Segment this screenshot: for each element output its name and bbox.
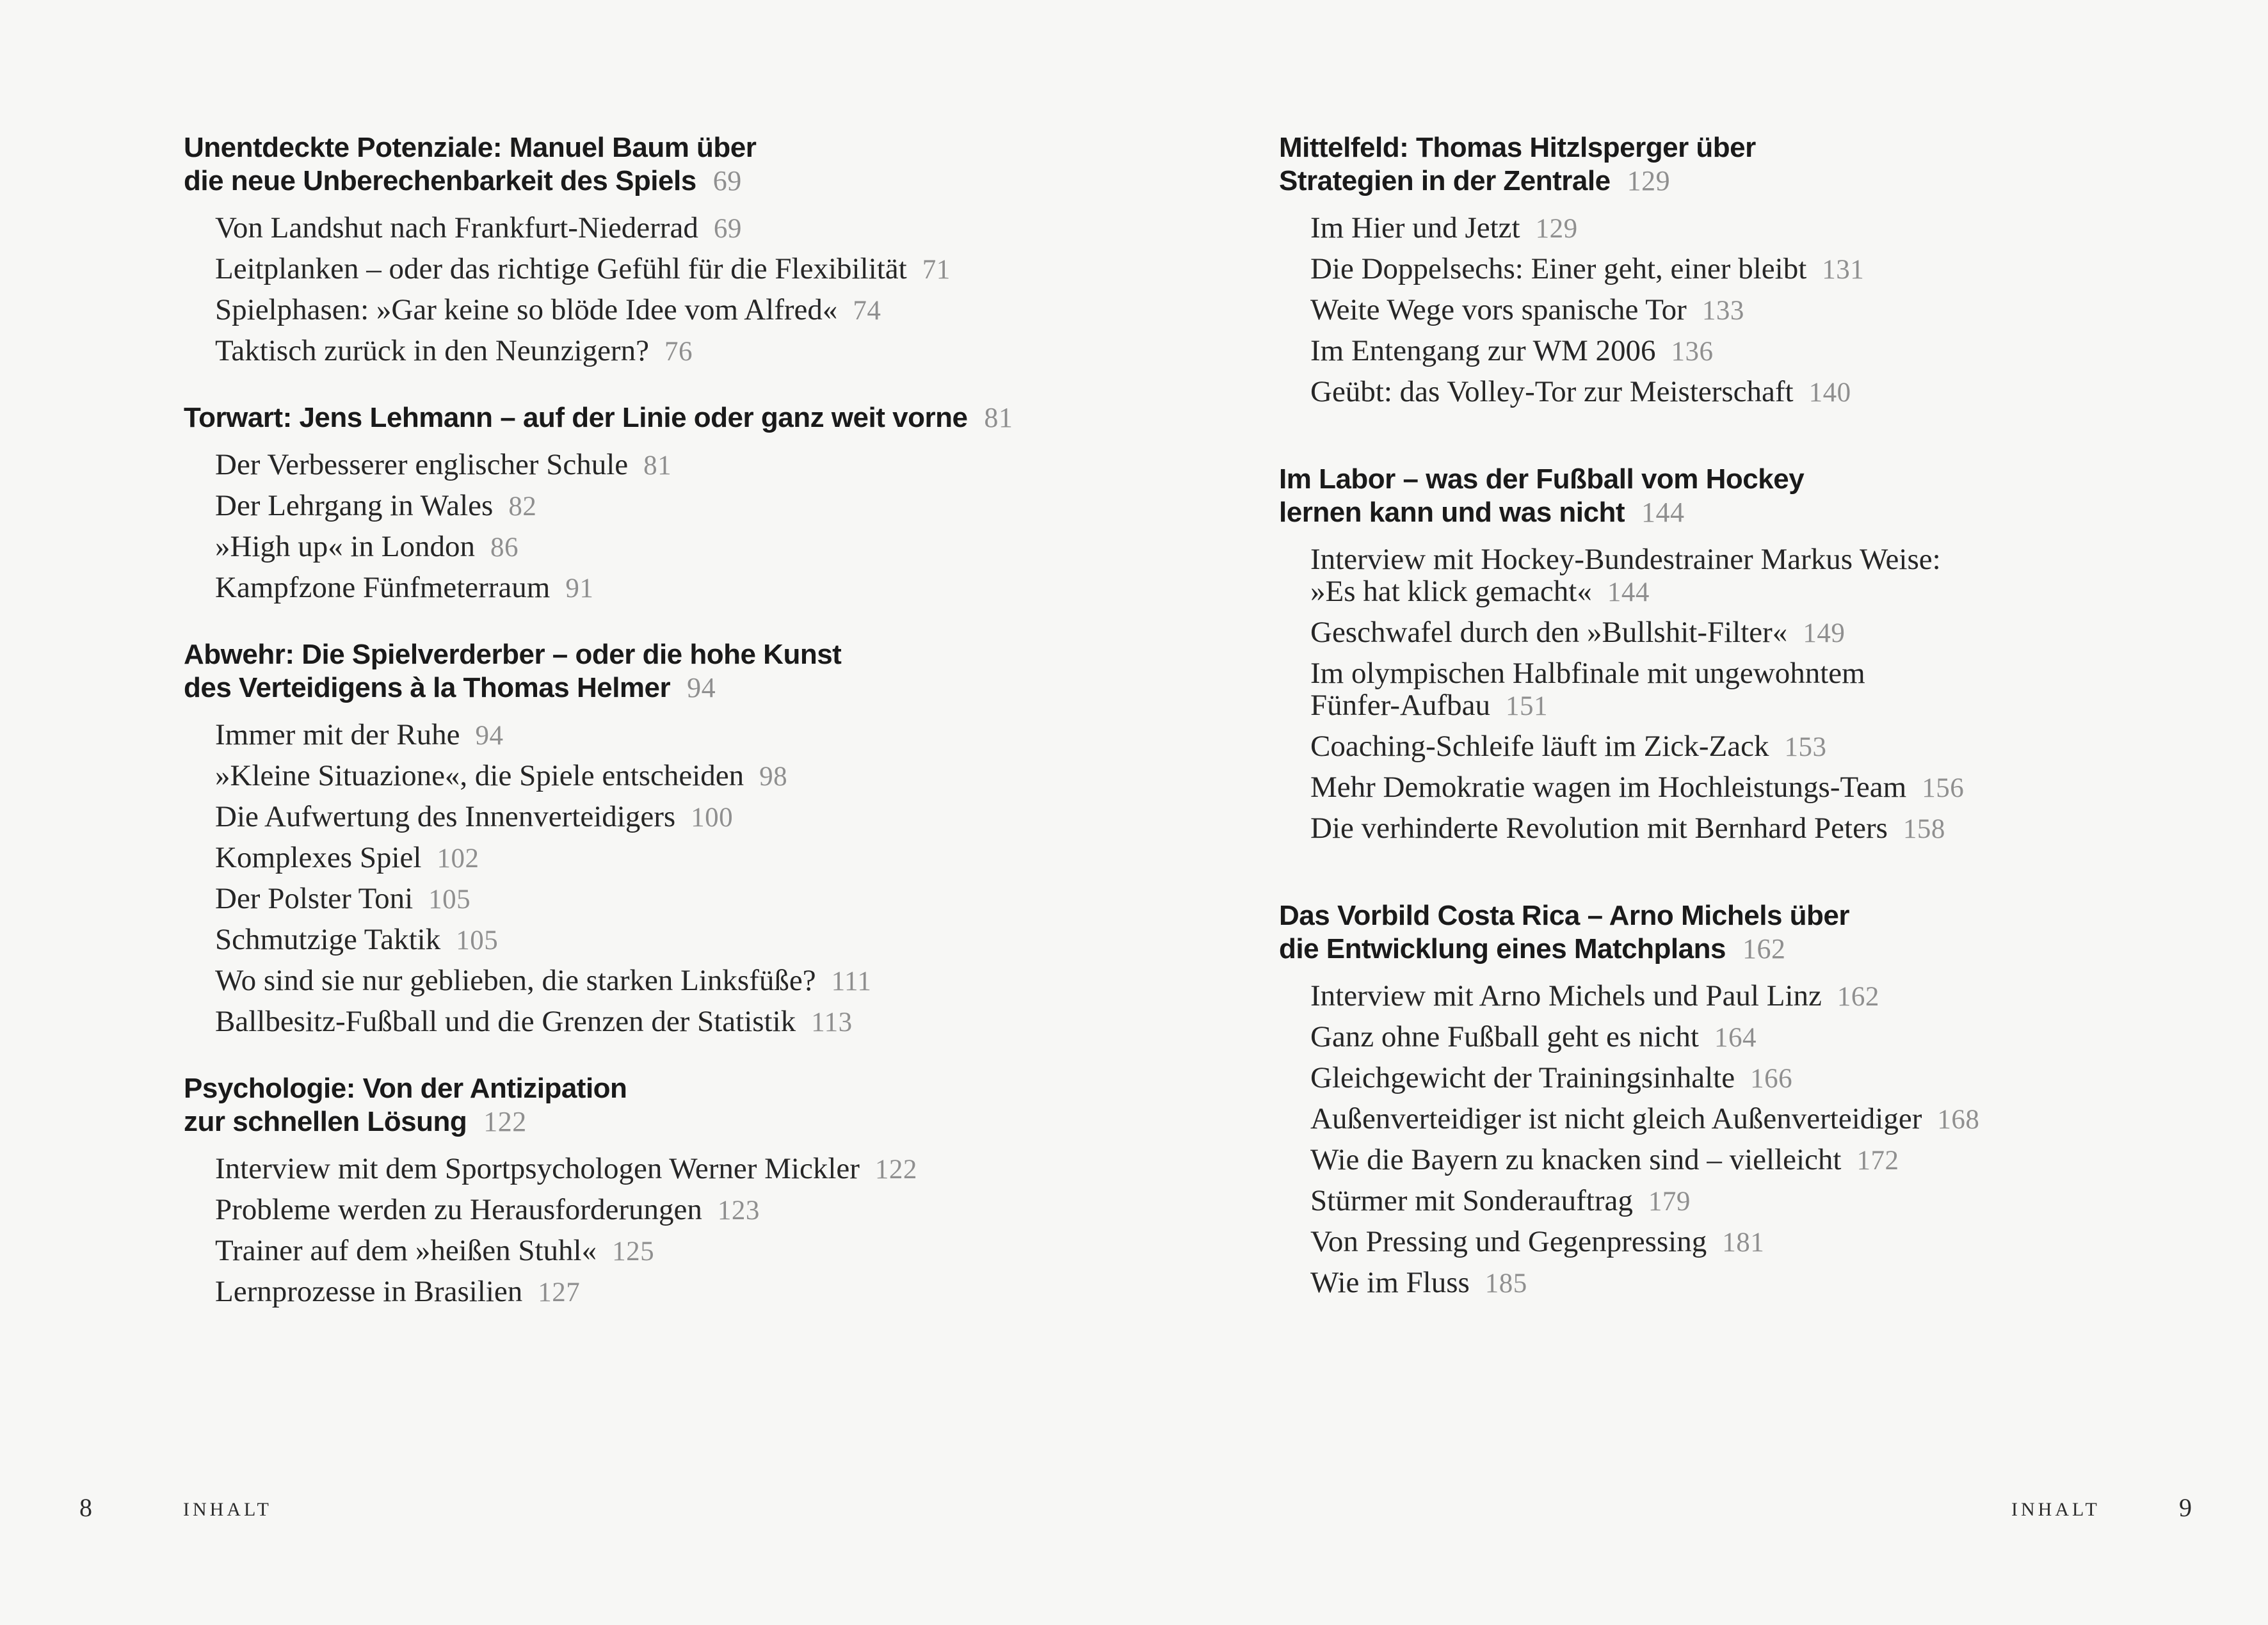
toc-item-page-number: 71 [922, 255, 951, 285]
toc-item [215, 801, 1144, 834]
toc-item [1310, 812, 2239, 845]
toc-item-page-number: 153 [1784, 732, 1827, 762]
section-page-number: 69 [712, 165, 742, 196]
toc-item-line: Interview mit Hockey-Bundestrainer Markus Weise: [1310, 543, 1941, 576]
toc-item-line: Interview mit Arno Michels und Paul Linz 162 [1310, 979, 1879, 1013]
toc-item-page-number: 74 [853, 296, 881, 326]
section-page-number: 94 [687, 672, 716, 703]
section-heading [184, 1072, 1144, 1139]
toc-item-page-number: 131 [1822, 255, 1865, 285]
toc-item [1310, 616, 2239, 650]
toc-item [1310, 376, 2239, 409]
toc-item-line: Im Hier und Jetzt 129 [1310, 211, 1578, 244]
section-items [215, 1153, 1144, 1309]
toc-item-page-number: 158 [1902, 814, 1945, 844]
section-heading-line: die Entwicklung eines Matchplans 162 [1279, 933, 1786, 965]
toc-item-page-number: 162 [1837, 982, 1879, 1012]
toc-item-page-number: 144 [1607, 577, 1650, 607]
toc-item [1310, 1021, 2239, 1054]
toc-item-line: Trainer auf dem »heißen Stuhl« 125 [215, 1234, 655, 1267]
toc-item-line: »Kleine Situazione«, die Spiele entscheiden 98 [215, 759, 788, 792]
section-heading-line: die neue Unberechenbarkeit des Spiels 69 [184, 165, 742, 196]
toc-item-line: Von Pressing und Gegenpressing 181 [1310, 1225, 1765, 1258]
toc-item-line: Immer mit der Ruhe 94 [215, 718, 504, 751]
toc-item [215, 965, 1144, 998]
toc-item-page-number: 172 [1856, 1146, 1899, 1176]
toc-item [1310, 730, 2239, 764]
toc-item [215, 490, 1144, 523]
toc-item-page-number: 69 [713, 214, 742, 244]
toc-item-line: Schmutzige Taktik 105 [215, 923, 499, 956]
toc-item [1310, 771, 2239, 804]
toc-item-page-number: 140 [1808, 378, 1851, 408]
toc-item-line: Coaching-Schleife läuft im Zick-Zack 153 [1310, 730, 1827, 763]
toc-item [1310, 1185, 2239, 1218]
toc-item [215, 883, 1144, 916]
toc-item-page-number: 164 [1714, 1023, 1757, 1053]
section-heading-line: Das Vorbild Costa Rica – Arno Michels über [1279, 900, 1849, 931]
toc-item-line: Die Aufwertung des Innenverteidigers 100 [215, 800, 734, 833]
section-heading [184, 638, 1144, 705]
toc-item-page-number: 123 [717, 1196, 760, 1226]
section-items [215, 449, 1144, 605]
toc-item-line: Interview mit dem Sportpsychologen Werner Mickler 122 [215, 1152, 917, 1185]
toc-item-line: Wie im Fluss 185 [1310, 1266, 1527, 1299]
toc-item-line: Fünfer-Aufbau 151 [1310, 689, 1548, 722]
toc-item-line: Der Lehrgang in Wales 82 [215, 489, 537, 522]
toc-section [184, 131, 1144, 368]
toc-item-line: Die verhinderte Revolution mit Bernhard Peters 158 [1310, 812, 1945, 845]
toc-item-line: Ballbesitz-Fußball und die Grenzen der Statistik 113 [215, 1005, 853, 1038]
toc-item-line: Geschwafel durch den »Bullshit-Filter« 149 [1310, 616, 1846, 649]
toc-item-line: Lernprozesse in Brasilien 127 [215, 1275, 581, 1308]
toc-item-page-number: 168 [1937, 1105, 1980, 1135]
toc-item [215, 1005, 1144, 1039]
toc-item [1310, 1226, 2239, 1259]
toc-item-page-number: 81 [643, 451, 672, 481]
toc-item-page-number: 149 [1803, 618, 1846, 648]
toc-item-page-number: 133 [1701, 296, 1744, 326]
toc-item-line: Wo sind sie nur geblieben, die starken Linksfüße? 111 [215, 964, 872, 997]
section-page-number: 81 [984, 402, 1013, 433]
toc-section [1279, 463, 2239, 845]
toc-item-page-number: 185 [1484, 1269, 1527, 1299]
toc-item-page-number: 98 [759, 762, 788, 792]
section-heading-line: Mittelfeld: Thomas Hitzlsperger über [1279, 132, 1756, 163]
toc-item [215, 1153, 1144, 1186]
section-page-number: 144 [1641, 497, 1685, 528]
toc-item-page-number: 82 [508, 492, 537, 522]
toc-item-line: »Es hat klick gemacht« 144 [1310, 575, 1650, 608]
toc-item-page-number: 102 [437, 844, 479, 874]
toc-section [184, 1072, 1144, 1309]
section-items [1310, 543, 2239, 845]
toc-item [215, 212, 1144, 245]
running-title-right: INHALT [2011, 1499, 2100, 1520]
section-heading-line: des Verteidigens à la Thomas Helmer 94 [184, 672, 716, 703]
toc-item-line: Gleichgewicht der Trainingsinhalte 166 [1310, 1061, 1793, 1094]
toc-item [215, 335, 1144, 368]
toc-item [1310, 980, 2239, 1013]
toc-item-line: Von Landshut nach Frankfurt-Niederrad 69 [215, 211, 742, 244]
toc-item [1310, 1062, 2239, 1095]
toc-item [215, 253, 1144, 286]
toc-item-line: Im olympischen Halbfinale mit ungewohntem [1310, 657, 1865, 690]
toc-item [1310, 335, 2239, 368]
toc-item-page-number: 86 [490, 532, 519, 563]
toc-item-page-number: 129 [1535, 214, 1578, 244]
toc-item-line: Wie die Bayern zu knacken sind – vielleicht 172 [1310, 1143, 1899, 1176]
section-heading [1279, 463, 2239, 529]
section-heading-line: Torwart: Jens Lehmann – auf der Linie oder ganz weit vorne 81 [184, 402, 1013, 433]
toc-item-page-number: 100 [691, 803, 734, 833]
toc-section [1279, 131, 2239, 409]
toc-column-right [1279, 131, 2239, 1354]
toc-item [215, 294, 1144, 327]
toc-item [215, 719, 1144, 752]
toc-item-line: Geübt: das Volley-Tor zur Meisterschaft 140 [1310, 375, 1851, 408]
toc-item [215, 449, 1144, 482]
toc-item-page-number: 91 [565, 573, 594, 604]
toc-item-page-number: 122 [874, 1155, 917, 1185]
toc-item-page-number: 105 [456, 925, 499, 956]
section-heading [184, 131, 1144, 198]
section-items [215, 719, 1144, 1039]
toc-item-line: Kampfzone Fünfmeterraum 91 [215, 571, 594, 604]
toc-item [1310, 1267, 2239, 1300]
toc-item [215, 842, 1144, 875]
toc-item-page-number: 125 [612, 1237, 655, 1267]
section-heading-line: Im Labor – was der Fußball vom Hockey [1279, 463, 1805, 495]
toc-item [1310, 657, 2239, 723]
toc-item-line: Taktisch zurück in den Neunzigern? 76 [215, 334, 693, 367]
toc-item-line: Im Entengang zur WM 2006 136 [1310, 334, 1714, 367]
toc-column-left [184, 131, 1144, 1342]
toc-item-line: Der Verbesserer englischer Schule 81 [215, 448, 672, 481]
section-heading [1279, 131, 2239, 198]
toc-item [1310, 543, 2239, 609]
toc-item-page-number: 136 [1671, 337, 1714, 367]
toc-item [215, 924, 1144, 957]
toc-item [215, 572, 1144, 605]
toc-item-line: Außenverteidiger ist nicht gleich Außenverteidiger 168 [1310, 1102, 1980, 1135]
toc-item-line: Leitplanken – oder das richtige Gefühl für die Flexibilität 71 [215, 252, 951, 285]
toc-item [215, 1235, 1144, 1268]
running-title-left: INHALT [183, 1499, 272, 1520]
page-number-right: 9 [2179, 1493, 2192, 1522]
section-heading-line: Strategien in der Zentrale 129 [1279, 165, 1671, 196]
section-heading-line: Abwehr: Die Spielverderber – oder die hohe Kunst [184, 639, 842, 670]
section-items [1310, 980, 2239, 1300]
toc-item [1310, 1144, 2239, 1177]
toc-item-line: Ganz ohne Fußball geht es nicht 164 [1310, 1020, 1757, 1053]
toc-item-page-number: 127 [538, 1277, 581, 1308]
toc-item [1310, 294, 2239, 327]
toc-item [215, 760, 1144, 793]
toc-item-line: »High up« in London 86 [215, 530, 519, 563]
toc-item [1310, 212, 2239, 245]
toc-item [215, 1276, 1144, 1309]
section-heading-line: Psychologie: Von der Antizipation [184, 1073, 627, 1104]
toc-item-line: Mehr Demokratie wagen im Hochleistungs-Team 156 [1310, 771, 1965, 804]
toc-section [184, 638, 1144, 1039]
toc-item [1310, 253, 2239, 286]
toc-item-line: Spielphasen: »Gar keine so blöde Idee vom Alfred« 74 [215, 293, 881, 326]
toc-item-page-number: 156 [1922, 773, 1965, 803]
toc-item-page-number: 113 [811, 1007, 853, 1037]
section-items [215, 212, 1144, 368]
section-heading-line: Unentdeckte Potenziale: Manuel Baum über [184, 132, 757, 163]
toc-item-page-number: 179 [1648, 1187, 1691, 1217]
toc-item-line: Die Doppelsechs: Einer geht, einer bleibt 131 [1310, 252, 1865, 285]
section-page-number: 129 [1627, 165, 1671, 196]
section-heading-line: zur schnellen Lösung 122 [184, 1106, 527, 1137]
section-page-number: 122 [483, 1106, 527, 1137]
toc-item-page-number: 151 [1505, 691, 1548, 721]
toc-item [1310, 1103, 2239, 1136]
toc-item-line: Weite Wege vors spanische Tor 133 [1310, 293, 1744, 326]
toc-item-line: Stürmer mit Sonderauftrag 179 [1310, 1184, 1691, 1217]
toc-item-page-number: 166 [1750, 1064, 1793, 1094]
page-number-left: 8 [79, 1493, 92, 1522]
toc-item-line: Probleme werden zu Herausforderungen 123 [215, 1193, 760, 1226]
toc-item-page-number: 111 [831, 966, 872, 997]
toc-item-page-number: 105 [428, 885, 471, 915]
toc-item-page-number: 181 [1722, 1228, 1765, 1258]
section-page-number: 162 [1742, 933, 1786, 965]
toc-item-line: Der Polster Toni 105 [215, 882, 471, 915]
section-items [1310, 212, 2239, 409]
section-heading [1279, 899, 2239, 966]
toc-item [215, 531, 1144, 564]
toc-item-page-number: 76 [664, 337, 693, 367]
toc-item-page-number: 94 [475, 721, 504, 751]
toc-item-line: Komplexes Spiel 102 [215, 841, 479, 874]
toc-section [184, 401, 1144, 605]
section-heading [184, 401, 1144, 435]
toc-item [215, 1194, 1144, 1227]
toc-section [1279, 899, 2239, 1300]
section-heading-line: lernen kann und was nicht 144 [1279, 497, 1685, 528]
